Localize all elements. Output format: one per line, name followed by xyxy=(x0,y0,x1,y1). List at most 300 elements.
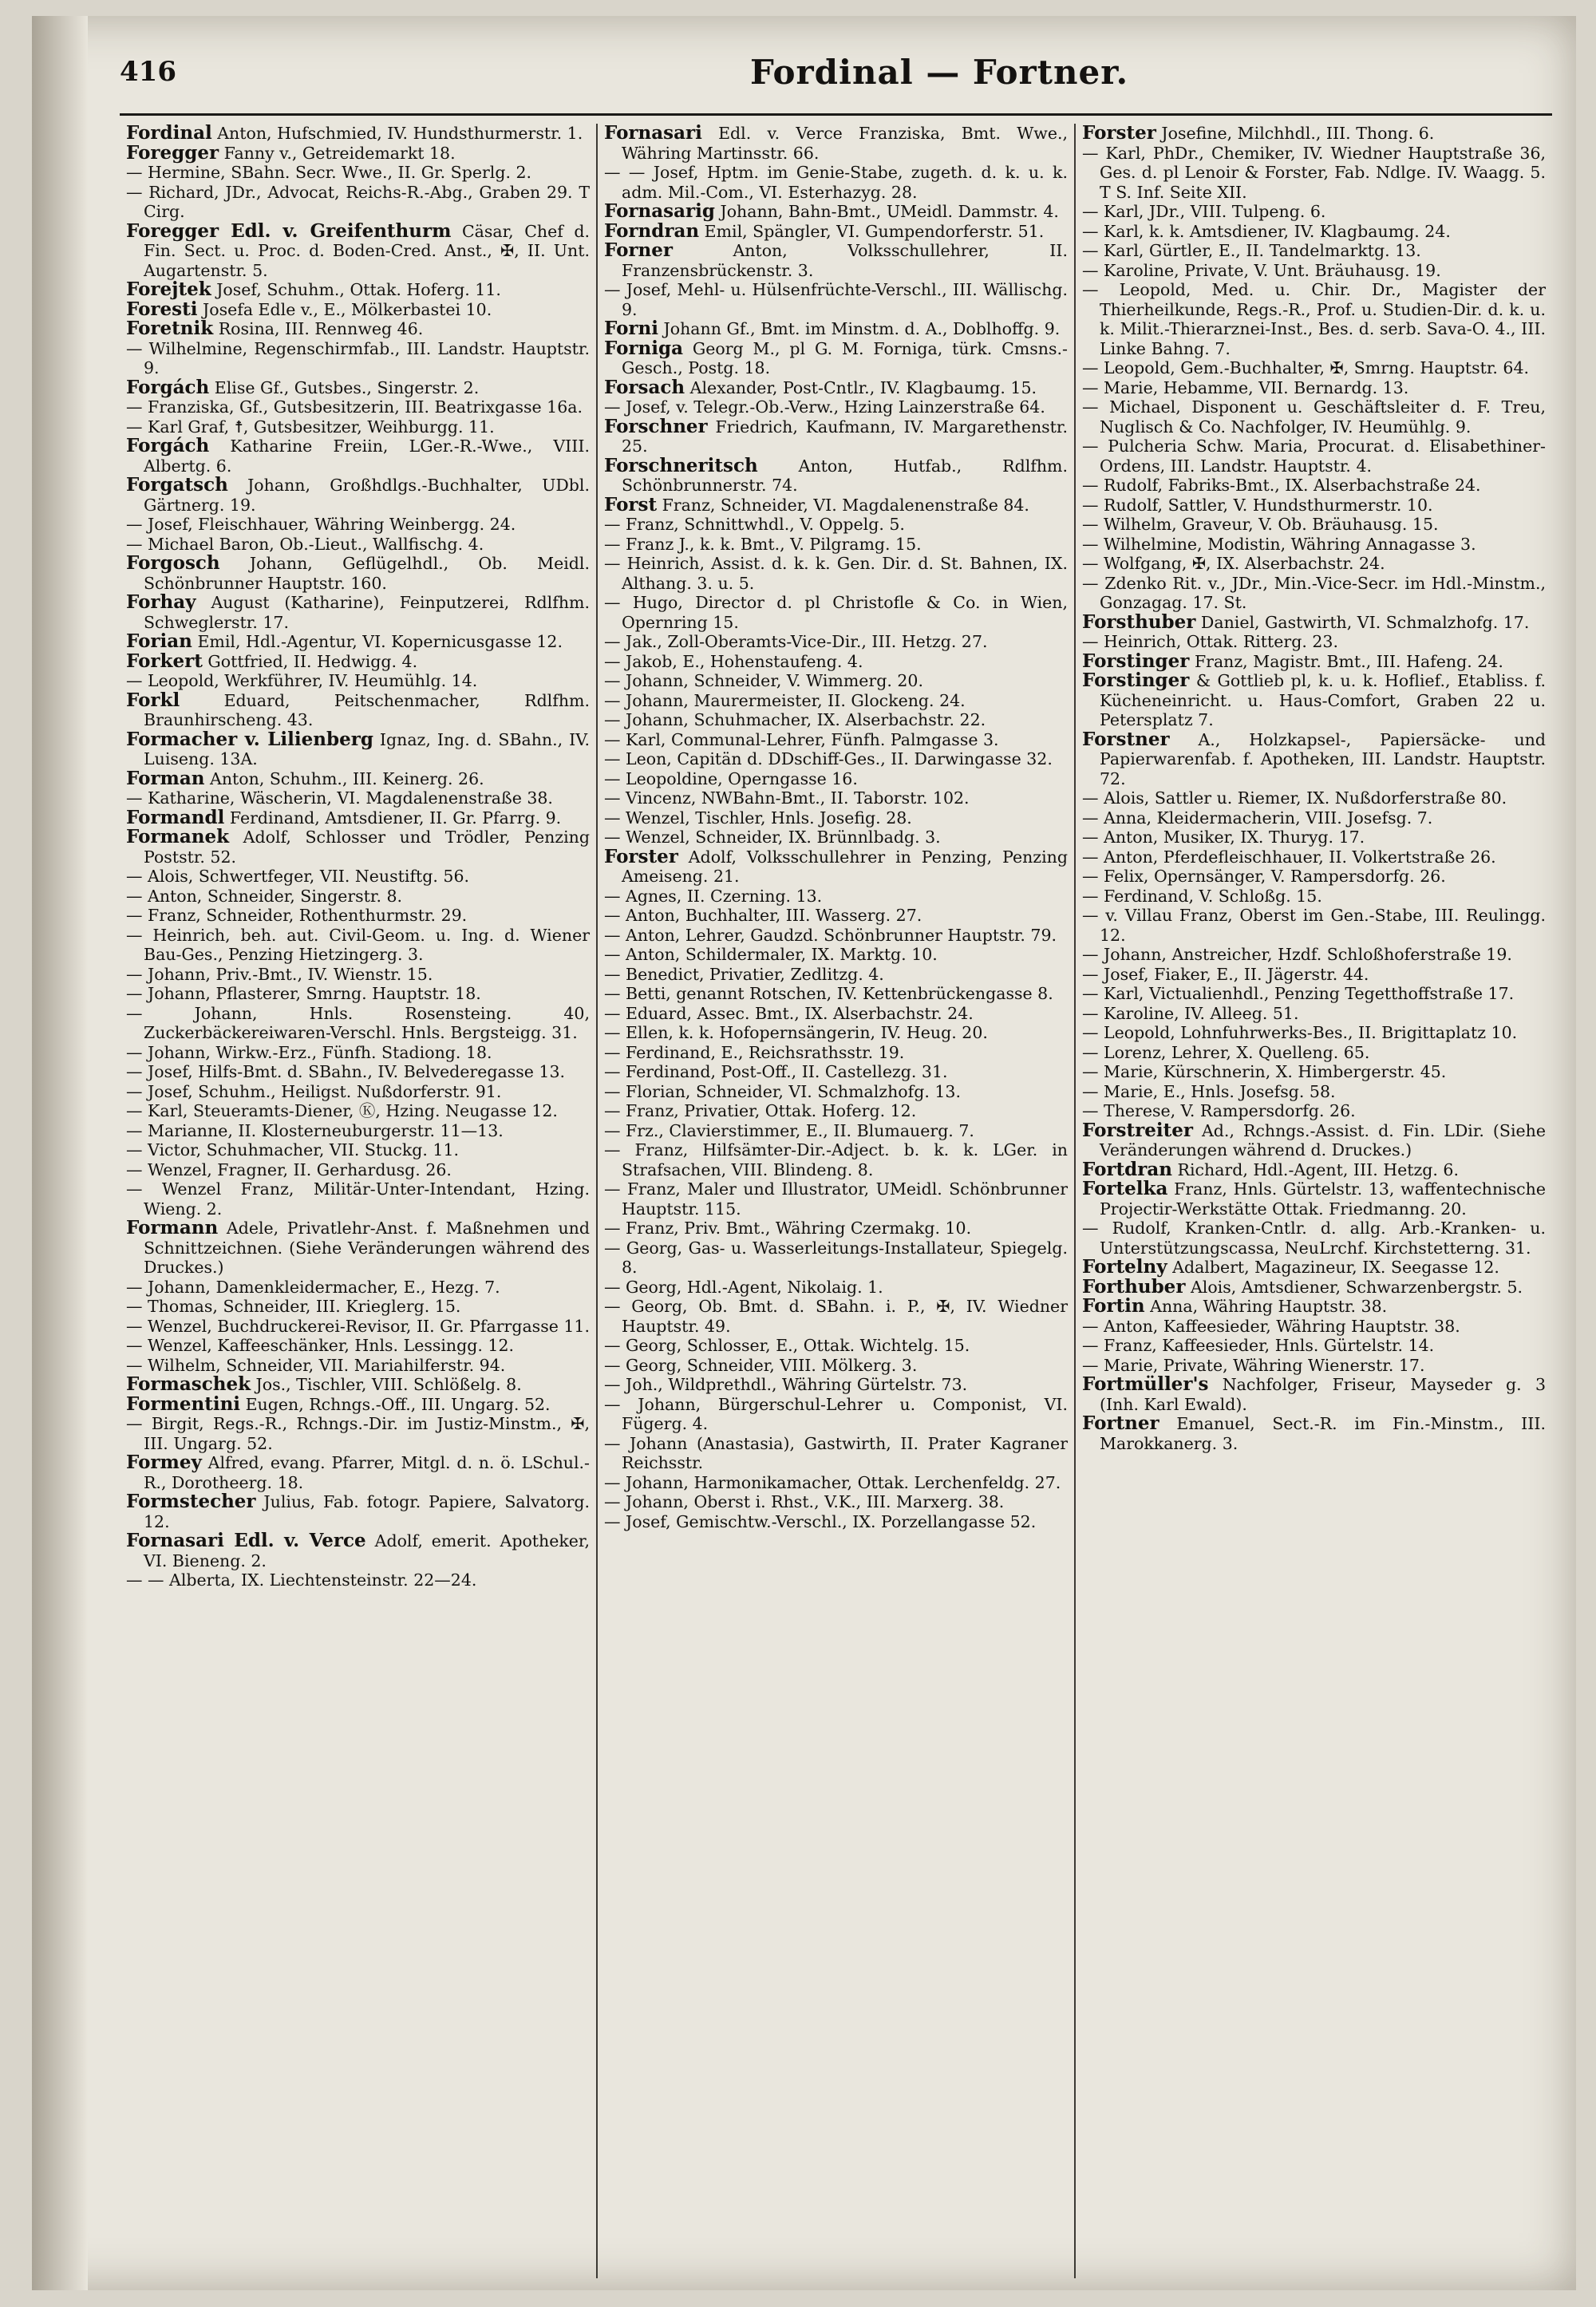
entry-text: Edl. v. Verce Franziska, Bmt. Wwe., Währing Martinsstr. 66. xyxy=(622,124,1068,163)
entry-surname: Fornasarig xyxy=(604,200,715,222)
entry-text: Daniel, Gastwirth, VI. Schmalzhofg. 17. xyxy=(1200,612,1530,632)
entry-text: — Franz, Hilfsämter-Dir.-Adject. b. k. k. LGer. in Strafsachen, VIII. Blindeng. 8. xyxy=(604,1140,1068,1179)
entry-text: — Rudolf, Fabriks-Bmt., IX. Alserbachstraße 24. xyxy=(1082,476,1481,495)
directory-entry xyxy=(126,1082,590,1102)
directory-entry xyxy=(1082,476,1546,496)
directory-entry xyxy=(604,1121,1068,1141)
directory-entry xyxy=(604,1082,1068,1102)
directory-entry xyxy=(604,124,1068,163)
entry-text: — Alois, Schwertfeger, VII. Neustiftg. 56. xyxy=(126,867,470,886)
directory-entry xyxy=(1082,867,1546,887)
directory-entry xyxy=(1082,887,1546,907)
entry-text: — Marie, Kürschnerin, X. Himbergerstr. 45. xyxy=(1082,1062,1447,1081)
entry-text: Johann, Geflügelhdl., Ob. Meidl. Schönbrunner Hauptstr. 160. xyxy=(144,554,590,593)
directory-entry xyxy=(126,554,590,593)
directory-entry xyxy=(1082,671,1546,730)
entry-text: — Marie, E., Hnls. Josefsg. 58. xyxy=(1082,1081,1336,1101)
entry-surname: Foresti xyxy=(126,298,198,320)
entry-text: — Josef, v. Telegr.-Ob.-Verw., Hzing Lainzerstraße 64. xyxy=(604,397,1045,417)
directory-entry xyxy=(604,1238,1068,1278)
entry-surname: Formacher v. Lilienberg xyxy=(126,728,373,750)
directory-entry xyxy=(604,417,1068,456)
directory-entry xyxy=(604,456,1068,496)
entry-text: — Marianne, II. Klosterneuburgerstr. 11—13. xyxy=(126,1120,504,1140)
entry-text: — Anton, Schneider, Singerstr. 8. xyxy=(126,886,403,906)
entry-text: Fanny v., Getreidemarkt 18. xyxy=(223,143,456,163)
entry-text: Anton, Schuhm., III. Keinerg. 26. xyxy=(210,768,484,788)
directory-entry xyxy=(604,926,1068,946)
directory-entry xyxy=(604,1219,1068,1238)
directory-entry xyxy=(1082,144,1546,203)
directory-entry xyxy=(1082,222,1546,242)
entry-text: — Wilhelm, Graveur, V. Ob. Bräuhausg. 15. xyxy=(1082,515,1439,534)
directory-page xyxy=(32,16,1576,2290)
entry-text: — Leon, Capitän d. DDschiff-Ges., II. Darwingasse 32. xyxy=(604,749,1053,768)
entry-text: — Joh., Wildprethdl., Währing Gürtelstr. 73. xyxy=(604,1375,968,1394)
entry-text: — Rudolf, Sattler, V. Hundsthurmerstr. 10. xyxy=(1082,495,1433,515)
directory-entry xyxy=(1082,1082,1546,1102)
directory-entry xyxy=(604,1062,1068,1082)
entry-surname: Forman xyxy=(126,767,205,789)
entry-text: Anna, Währing Hauptstr. 38. xyxy=(1150,1297,1388,1316)
entry-text: — Johann, Priv.-Bmt., IV. Wienstr. 15. xyxy=(126,964,433,984)
entry-surname: Formentini xyxy=(126,1392,241,1415)
entry-surname: Formanek xyxy=(126,826,230,847)
entry-text: — Johann, Maurermeister, II. Glockeng. 24. xyxy=(604,690,966,710)
directory-entry xyxy=(126,632,590,652)
directory-entry xyxy=(1082,1336,1546,1356)
directory-entry xyxy=(604,1336,1068,1356)
entry-surname: Foregger xyxy=(126,141,219,164)
entry-text: Eduard, Peitschenmacher, Rdlfhm. Braunhirscheng. 43. xyxy=(144,690,590,729)
entry-text: Nachfolger, Friseur, Mayseder g. 3 (Inh. Karl Ewald). xyxy=(1100,1375,1546,1414)
entry-text: — Leopold, Gem.-Buchhalter, ✠, Smrng. Hauptstr. 64. xyxy=(1082,358,1530,377)
entry-text: Alexander, Post-Cntlr., IV. Klagbaumg. 15. xyxy=(689,377,1037,397)
directory-entry xyxy=(1082,437,1546,476)
directory-entry xyxy=(604,828,1068,847)
entry-surname: Forstner xyxy=(1082,728,1170,750)
directory-entry xyxy=(604,493,1068,516)
entry-text: Jos., Tischler, VIII. Schlößelg. 8. xyxy=(255,1375,522,1394)
directory-entry xyxy=(126,378,590,398)
entry-surname: Forni xyxy=(604,318,658,339)
directory-entry xyxy=(126,280,590,300)
entry-text: Alois, Amtsdiener, Schwarzenbergstr. 5. xyxy=(1190,1277,1523,1297)
entry-text: — v. Villau Franz, Oberst im Gen.-Stabe, III. Reulingg. 12. xyxy=(1082,906,1546,945)
entry-text: — Ellen, k. k. Hofopernsängerin, IV. Heug. 20. xyxy=(604,1023,988,1042)
directory-entry xyxy=(1082,261,1546,281)
directory-entry xyxy=(126,437,590,476)
directory-entry xyxy=(1082,632,1546,652)
directory-entry xyxy=(126,1101,590,1121)
page-header xyxy=(120,49,1552,116)
entry-text: — Josef, Schuhm., Heiligst. Nußdorferstr. 91. xyxy=(126,1081,502,1101)
entry-surname: Forhay xyxy=(126,591,196,613)
directory-entry xyxy=(1082,202,1546,222)
directory-entry xyxy=(604,906,1068,926)
entry-surname: Formandl xyxy=(126,806,225,828)
directory-entry xyxy=(604,1023,1068,1043)
entry-text: Alfred, evang. Pfarrer, Mitgl. d. n. ö. LSchul.-R., Dorotheerg. 18. xyxy=(144,1453,590,1492)
directory-entry xyxy=(604,945,1068,965)
entry-text: — Karl, Communal-Lehrer, Fünfh. Palmgasse 3. xyxy=(604,729,999,749)
entry-text: — Wolfgang, ✠, IX. Alserbachstr. 24. xyxy=(1082,554,1385,573)
entry-text: — Franz, Privatier, Ottak. Hoferg. 12. xyxy=(604,1101,917,1120)
entry-text: — Thomas, Schneider, III. Krieglerg. 15. xyxy=(126,1297,461,1316)
entry-surname: Fortin xyxy=(1082,1295,1145,1317)
directory-entry xyxy=(1082,788,1546,808)
entry-text: — Karl, Gürtler, E., II. Tandelmarktg. 13. xyxy=(1082,241,1421,260)
entry-text: — Josef, Gemischtw.-Verschl., IX. Porzellangasse 52. xyxy=(604,1511,1037,1531)
entry-surname: Forejtek xyxy=(126,278,211,300)
entry-text: Franz, Magistr. Bmt., III. Hafeng. 24. xyxy=(1194,651,1503,671)
entry-text: — Georg, Ob. Bmt. d. SBahn. i. P., ✠, IV. Wiedner Hauptstr. 49. xyxy=(604,1297,1068,1336)
entry-text: Cäsar, Chef d. Fin. Sect. u. Proc. d. Boden-Cred. Anst., ✠, II. Unt. Augartenstr. 5. xyxy=(144,221,590,280)
directory-entry xyxy=(126,965,590,985)
directory-entry xyxy=(604,1101,1068,1121)
entry-text: Adolf, Schlosser und Trödler, Penzing Poststr. 52. xyxy=(144,828,590,867)
entry-surname: Forner xyxy=(604,239,674,261)
entry-text: Anton, Hutfab., Rdlfhm. Schönbrunnerstr. 74. xyxy=(622,456,1068,495)
directory-entry xyxy=(604,1434,1068,1473)
entry-text: — Anton, Musiker, IX. Thuryg. 17. xyxy=(1082,828,1365,847)
directory-entry xyxy=(126,300,590,320)
entry-surname: Forndran xyxy=(604,219,700,242)
directory-entry xyxy=(1082,378,1546,398)
directory-entry xyxy=(126,515,590,535)
entry-text: — Ferdinand, Post-Off., II. Castellezg. 31. xyxy=(604,1062,948,1081)
directory-entry xyxy=(126,124,590,144)
entry-text: — Georg, Schlosser, E., Ottak. Wichtelg. 15. xyxy=(604,1336,970,1355)
entry-text: — Johann, Wirkw.-Erz., Fünfh. Stadiong. 18. xyxy=(126,1042,492,1062)
entry-text: — Zdenko Rit. v., JDr., Min.-Vice-Secr. im Hdl.-Minstm., Gonzagag. 17. St. xyxy=(1082,573,1546,612)
running-head: Fordinal — Fortner. xyxy=(750,53,1129,92)
entry-text: — Jak., Zoll-Oberamts-Vice-Dir., III. Hetzg. 27. xyxy=(604,632,988,651)
entry-surname: Forgách xyxy=(126,376,210,398)
directory-entry xyxy=(604,1473,1068,1493)
entry-text: — Birgit, Regs.-R., Rchngs.-Dir. im Justiz-Minstm., ✠, III. Ungarg. 52. xyxy=(126,1414,590,1453)
entry-surname: Forkl xyxy=(126,689,180,711)
directory-entry xyxy=(604,788,1068,808)
directory-entry xyxy=(604,593,1068,632)
entry-text: — Franz J., k. k. Bmt., V. Pilgramg. 15. xyxy=(604,534,922,554)
entry-text: — Georg, Hdl.-Agent, Nikolaig. 1. xyxy=(604,1277,883,1297)
directory-entry xyxy=(126,339,590,378)
directory-entry xyxy=(126,1356,590,1376)
directory-entry xyxy=(126,183,590,222)
directory-entry xyxy=(1082,808,1546,828)
directory-entry xyxy=(126,1219,590,1278)
entry-text: A., Holzkapsel-, Papiersäcke- und Papierwarenfab. f. Apotheken, III. Landstr. Hauptstr. 72. xyxy=(1100,729,1546,788)
directory-entry xyxy=(1082,397,1546,437)
directory-entry xyxy=(604,202,1068,222)
entry-surname: Fornasari xyxy=(604,124,702,144)
entry-text: Franz, Schneider, VI. Magdalenenstraße 84. xyxy=(662,495,1029,515)
directory-entry xyxy=(1082,1275,1546,1298)
directory-entry xyxy=(126,1160,590,1180)
directory-entry xyxy=(1082,358,1546,378)
entry-text: Josefine, Milchhdl., III. Thong. 6. xyxy=(1161,124,1435,143)
entry-surname: Forschner xyxy=(604,415,708,437)
entry-text: — Josef, Mehl- u. Hülsenfrüchte-Verschl., III. Wällischg. 9. xyxy=(604,280,1068,319)
directory-entry xyxy=(1082,945,1546,965)
entry-text: — Wenzel, Buchdruckerei-Revisor, II. Gr. Pfarrgasse 11. xyxy=(126,1316,590,1336)
entry-text: — Katharine, Wäscherin, VI. Magdalenenstraße 38. xyxy=(126,788,553,808)
entry-text: Adolf, emerit. Apotheker, VI. Bieneng. 2. xyxy=(144,1531,590,1570)
directory-entry xyxy=(126,730,590,769)
entry-surname: Forster xyxy=(1082,124,1156,144)
directory-entry xyxy=(1082,1004,1546,1024)
entry-text: — Michael, Disponent u. Geschäftsleiter d. F. Treu, Nuglisch & Co. Nachfolger, IV. Heumühlg. 9. xyxy=(1082,397,1546,437)
directory-entry xyxy=(126,1531,590,1570)
entry-text: Josefa Edle v., E., Mölkerbastei 10. xyxy=(203,299,492,319)
entry-text: Rosina, III. Rennweg 46. xyxy=(218,319,424,338)
entry-text: — Anton, Kaffeesieder, Währing Hauptstr. 38. xyxy=(1082,1316,1460,1336)
directory-entry xyxy=(1082,1062,1546,1082)
entry-text: — Josef, Fleischhauer, Währing Weinbergg. 24. xyxy=(126,515,516,534)
entry-text: — Johann, Schuhmacher, IX. Alserbachstr. 22. xyxy=(604,710,986,729)
entry-text: — Betti, genannt Rotschen, IV. Kettenbrückengasse 8. xyxy=(604,984,1053,1003)
entry-text: — Johann, Bürgerschul-Lehrer u. Componist, VI. Fügerg. 4. xyxy=(604,1394,1068,1433)
directory-entry xyxy=(126,417,590,437)
directory-entry xyxy=(604,378,1068,398)
entry-text: — Therese, V. Rampersdorfg. 26. xyxy=(1082,1101,1356,1120)
entry-text: — Leopold, Werkführer, IV. Heumühlg. 14. xyxy=(126,671,478,690)
directory-entry xyxy=(126,671,590,691)
directory-entry xyxy=(604,808,1068,828)
entry-surname: Fortelny xyxy=(1082,1256,1167,1278)
entry-text: — Wilhelmine, Modistin, Währing Annagasse 3. xyxy=(1082,534,1476,554)
entry-text: Julius, Fab. fotogr. Papiere, Salvatorg. 12. xyxy=(144,1492,590,1531)
directory-entry xyxy=(604,769,1068,789)
directory-entry xyxy=(126,1297,590,1317)
entry-text: — Ferdinand, E., Reichsrathsstr. 19. xyxy=(604,1042,905,1062)
entry-text: Friedrich, Kaufmann, IV. Margarethenstr. 25. xyxy=(622,417,1068,456)
entry-surname: Forst xyxy=(604,493,658,516)
directory-entry xyxy=(126,1453,590,1492)
directory-entry xyxy=(604,1179,1068,1219)
entry-text: — Jakob, E., Hohenstaufeng. 4. xyxy=(604,651,863,671)
entry-text: — Leopold, Med. u. Chir. Dr., Magister der Thierheilkunde, Regs.-R., Prof. u. Studien-Dir. d. k. u. k. Milit.-Thierarznei-Inst., Bes. d. serb. Sava-O. 4., III. Linke Bahng. 7. xyxy=(1082,280,1546,358)
column-middle xyxy=(596,124,1074,2278)
directory-entry xyxy=(126,1317,590,1337)
entry-text: — — Alberta, IX. Liechtensteinstr. 22—24. xyxy=(126,1570,477,1590)
entry-text: — Marie, Hebamme, VII. Bernardg. 13. xyxy=(1082,377,1409,397)
directory-entry xyxy=(604,515,1068,535)
directory-entry xyxy=(126,397,590,417)
directory-entry xyxy=(126,1043,590,1063)
entry-text: — Anton, Lehrer, Gaudzd. Schönbrunner Hauptstr. 79. xyxy=(604,925,1057,945)
directory-entry xyxy=(604,219,1068,242)
directory-entry xyxy=(604,691,1068,711)
directory-entry xyxy=(1082,906,1546,945)
entry-text: Johann, Großhdlgs.-Buchhalter, UDbl. Gärtnerg. 19. xyxy=(144,476,590,515)
directory-entry xyxy=(126,887,590,907)
entry-text: — Karl, JDr., VIII. Tulpeng. 6. xyxy=(1082,202,1326,221)
entry-text: — Johann, Damenkleidermacher, E., Hezg. 7. xyxy=(126,1277,500,1297)
directory-entry xyxy=(604,671,1068,691)
directory-entry xyxy=(1082,515,1546,535)
entry-text: — Karl, Victualienhdl., Penzing Tegetthoffstraße 17. xyxy=(1082,984,1515,1003)
directory-entry xyxy=(126,828,590,867)
entry-text: Georg M., pl G. M. Forniga, türk. Cmsns.-Gesch., Postg. 18. xyxy=(622,338,1068,377)
directory-entry xyxy=(126,1179,590,1219)
entry-text: — Wilhelm, Schneider, VII. Mariahilferstr. 94. xyxy=(126,1355,506,1375)
entry-text: — Ferdinand, V. Schloßg. 15. xyxy=(1082,886,1322,906)
directory-entry xyxy=(1082,535,1546,555)
directory-entry xyxy=(1082,1219,1546,1258)
entry-text: — Josef, Hilfs-Bmt. d. SBahn., IV. Belvederegasse 13. xyxy=(126,1062,565,1081)
directory-entry xyxy=(604,887,1068,907)
entry-text: — — Josef, Hptm. im Genie-Stabe, zugeth. d. k. u. k. adm. Mil.-Com., VI. Esterhazyg. 28. xyxy=(604,163,1068,202)
entry-surname: Formaschek xyxy=(126,1373,251,1395)
entry-text: Johann, Bahn-Bmt., UMeidl. Dammstr. 4. xyxy=(720,202,1059,221)
entry-text: — Franz, Priv. Bmt., Währing Czermakg. 10. xyxy=(604,1219,972,1238)
directory-entry xyxy=(126,926,590,965)
entry-text: — Wenzel, Fragner, II. Gerhardusg. 26. xyxy=(126,1159,452,1179)
entry-text: — Johann, Oberst i. Rhst., V.K., III. Marxerg. 38. xyxy=(604,1492,1005,1511)
entry-surname: Forgosch xyxy=(126,552,220,574)
directory-entry xyxy=(126,1414,590,1453)
directory-entry xyxy=(126,867,590,887)
entry-text: — Franz, Schneider, Rothenthurmstr. 29. xyxy=(126,906,468,925)
directory-entry xyxy=(1082,828,1546,847)
entry-text: Elise Gf., Gutsbes., Singerstr. 2. xyxy=(214,377,480,397)
directory-entry xyxy=(1082,652,1546,672)
directory-entry xyxy=(126,1492,590,1531)
entry-surname: Fortelka xyxy=(1082,1178,1168,1199)
entry-text: — Wilhelmine, Regenschirmfab., III. Landstr. Hauptstr. 9. xyxy=(126,338,590,377)
entry-surname: Forniga xyxy=(604,337,683,359)
entry-text: Johann Gf., Bmt. im Minstm. d. A., Doblhoffg. 9. xyxy=(663,319,1061,338)
entry-text: Emil, Spängler, VI. Gumpendorferstr. 51. xyxy=(704,221,1045,241)
directory-entry xyxy=(1082,1121,1546,1160)
entry-text: — Rudolf, Kranken-Cntlr. d. allg. Arb.-Kranken- u. Unterstützungscassa, NeuLrchf. Kirchstetterng. 31. xyxy=(1082,1219,1546,1258)
directory-entry xyxy=(1082,1375,1546,1414)
directory-entry xyxy=(1082,1023,1546,1043)
entry-surname: Foretnik xyxy=(126,318,214,339)
directory-entry xyxy=(126,141,590,164)
entry-text: & Gottlieb pl, k. u. k. Hoflief., Etabliss. f. Kücheneinricht. u. Haus-Comfort, Graben 22 u. Petersplatz 7. xyxy=(1100,671,1546,729)
directory-entry xyxy=(604,397,1068,417)
entry-surname: Fornasari Edl. v. Verce xyxy=(126,1530,366,1551)
directory-entry xyxy=(604,632,1068,652)
directory-entry xyxy=(604,241,1068,280)
entry-surname: Foregger Edl. v. Greifenthurm xyxy=(126,219,452,242)
directory-entry xyxy=(126,535,590,555)
entry-text: — Anton, Schildermaler, IX. Marktg. 10. xyxy=(604,945,938,964)
directory-entry xyxy=(604,847,1068,887)
entry-text: — Heinrich, beh. aut. Civil-Geom. u. Ing. d. Wiener Bau-Ges., Penzing Hietzingerg. 3. xyxy=(126,925,590,964)
entry-text: — Marie, Private, Währing Wienerstr. 17. xyxy=(1082,1355,1425,1375)
entry-surname: Formey xyxy=(126,1452,202,1473)
entry-surname: Forgách xyxy=(126,435,210,456)
directory-entry xyxy=(126,476,590,515)
directory-entry xyxy=(604,163,1068,202)
entry-text: — Lorenz, Lehrer, X. Quelleng. 65. xyxy=(1082,1042,1370,1062)
directory-entry xyxy=(126,1121,590,1141)
entry-surname: Fortmüller's xyxy=(1082,1373,1209,1395)
directory-entry xyxy=(126,219,590,281)
entry-text: — Georg, Gas- u. Wasserleitungs-Installateur, Spiegelg. 8. xyxy=(604,1238,1068,1277)
directory-entry xyxy=(1082,1414,1546,1453)
entry-text: — Alois, Sattler u. Riemer, IX. Nußdorferstraße 80. xyxy=(1082,788,1507,808)
entry-surname: Forsthuber xyxy=(1082,610,1196,633)
directory-entry xyxy=(604,1297,1068,1336)
entry-text: Ignaz, Ing. d. SBahn., IV. Luiseng. 13A. xyxy=(144,729,590,768)
directory-entry xyxy=(126,1062,590,1082)
entry-text: Anton, Hufschmied, IV. Hundsthurmerstr. 1. xyxy=(217,124,583,143)
directory-entry xyxy=(1082,554,1546,574)
entry-text: — Michael Baron, Ob.-Lieut., Wallfischg. 4. xyxy=(126,534,484,554)
entry-surname: Forschneritsch xyxy=(604,454,758,476)
entry-surname: Fortdran xyxy=(1082,1158,1172,1180)
directory-entry xyxy=(604,1492,1068,1512)
directory-entry xyxy=(1082,1356,1546,1376)
directory-entry xyxy=(604,749,1068,769)
entry-text: — Karl, k. k. Amtsdiener, IV. Klagbaumg. 24. xyxy=(1082,221,1451,241)
entry-text: Emil, Hdl.-Agentur, VI. Kopernicusgasse 12. xyxy=(197,632,563,651)
entry-text: — Heinrich, Ottak. Ritterg. 23. xyxy=(1082,632,1338,651)
directory-entry xyxy=(126,906,590,926)
entry-text: — Hermine, SBahn. Secr. Wwe., II. Gr. Sperlg. 2. xyxy=(126,163,532,182)
entry-text: Katharine Freiin, LGer.-R.-Wwe., VIII. Albertg. 6. xyxy=(144,437,590,476)
directory-entry xyxy=(126,1278,590,1298)
directory-entry xyxy=(604,339,1068,378)
entry-text: — Franz, Kaffeesieder, Hnls. Gürtelstr. 14. xyxy=(1082,1336,1435,1355)
directory-entry xyxy=(604,1395,1068,1434)
directory-entry xyxy=(604,652,1068,672)
entry-surname: Fordinal xyxy=(126,124,212,144)
directory-entry xyxy=(1082,1160,1546,1180)
entry-surname: Forian xyxy=(126,630,192,652)
entry-text: — Johann, Schneider, V. Wimmerg. 20. xyxy=(604,671,923,690)
directory-entry xyxy=(1082,1043,1546,1063)
entry-text: Eugen, Rchngs.-Off., III. Ungarg. 52. xyxy=(245,1394,551,1414)
directory-entry xyxy=(1082,241,1546,261)
entry-text: — Hugo, Director d. pl Christofle & Co. in Wien, Opernring 15. xyxy=(604,593,1068,632)
directory-entry xyxy=(1082,1101,1546,1121)
entry-text: — Anna, Kleidermacherin, VIII. Josefsg. 7. xyxy=(1082,808,1433,828)
entry-surname: Fortner xyxy=(1082,1412,1159,1434)
directory-entry xyxy=(126,652,590,672)
directory-entry xyxy=(604,280,1068,319)
entry-text: Anton, Volksschullehrer, II. Franzensbrückenstr. 3. xyxy=(622,241,1068,280)
entry-text: — Wenzel, Tischler, Hnls. Josefig. 28. xyxy=(604,808,912,828)
directory-entry xyxy=(126,593,590,632)
entry-text: — Johann (Anastasia), Gastwirth, II. Prater Kagraner Reichsstr. xyxy=(604,1433,1068,1472)
directory-entry xyxy=(126,1392,590,1415)
entry-text: — Felix, Opernsänger, V. Rampersdorfg. 26. xyxy=(1082,867,1446,886)
entry-text: — Florian, Schneider, VI. Schmalzhofg. 13. xyxy=(604,1081,961,1101)
directory-entry xyxy=(126,1140,590,1160)
entry-surname: Forsach xyxy=(604,376,685,398)
entry-surname: Forstinger xyxy=(1082,650,1190,672)
entry-surname: Forthuber xyxy=(1082,1275,1186,1298)
entry-text: — Heinrich, Assist. d. k. k. Gen. Dir. d. St. Bahnen, IX. Althang. 3. u. 5. xyxy=(604,554,1068,593)
entry-text: — Pulcheria Schw. Maria, Procurat. d. Elisabethiner-Ordens, III. Landstr. Hauptstr. 4. xyxy=(1082,437,1546,476)
entry-text: — Franziska, Gf., Gutsbesitzerin, III. Beatrixgasse 16a. xyxy=(126,397,583,417)
directory-entry xyxy=(126,1336,590,1356)
entry-text: — Eduard, Assec. Bmt., IX. Alserbachstr. 24. xyxy=(604,1003,974,1023)
directory-entry xyxy=(1082,574,1546,613)
directory-entry xyxy=(126,1004,590,1043)
entry-text: — Karl, Steueramts-Diener, Ⓚ, Hzing. Neugasse 12. xyxy=(126,1101,558,1120)
directory-entry xyxy=(604,1356,1068,1376)
entry-text: — Wenzel, Kaffeeschänker, Hnls. Lessingg. 12. xyxy=(126,1336,515,1355)
directory-entry xyxy=(604,984,1068,1004)
directory-entry xyxy=(1082,984,1546,1004)
